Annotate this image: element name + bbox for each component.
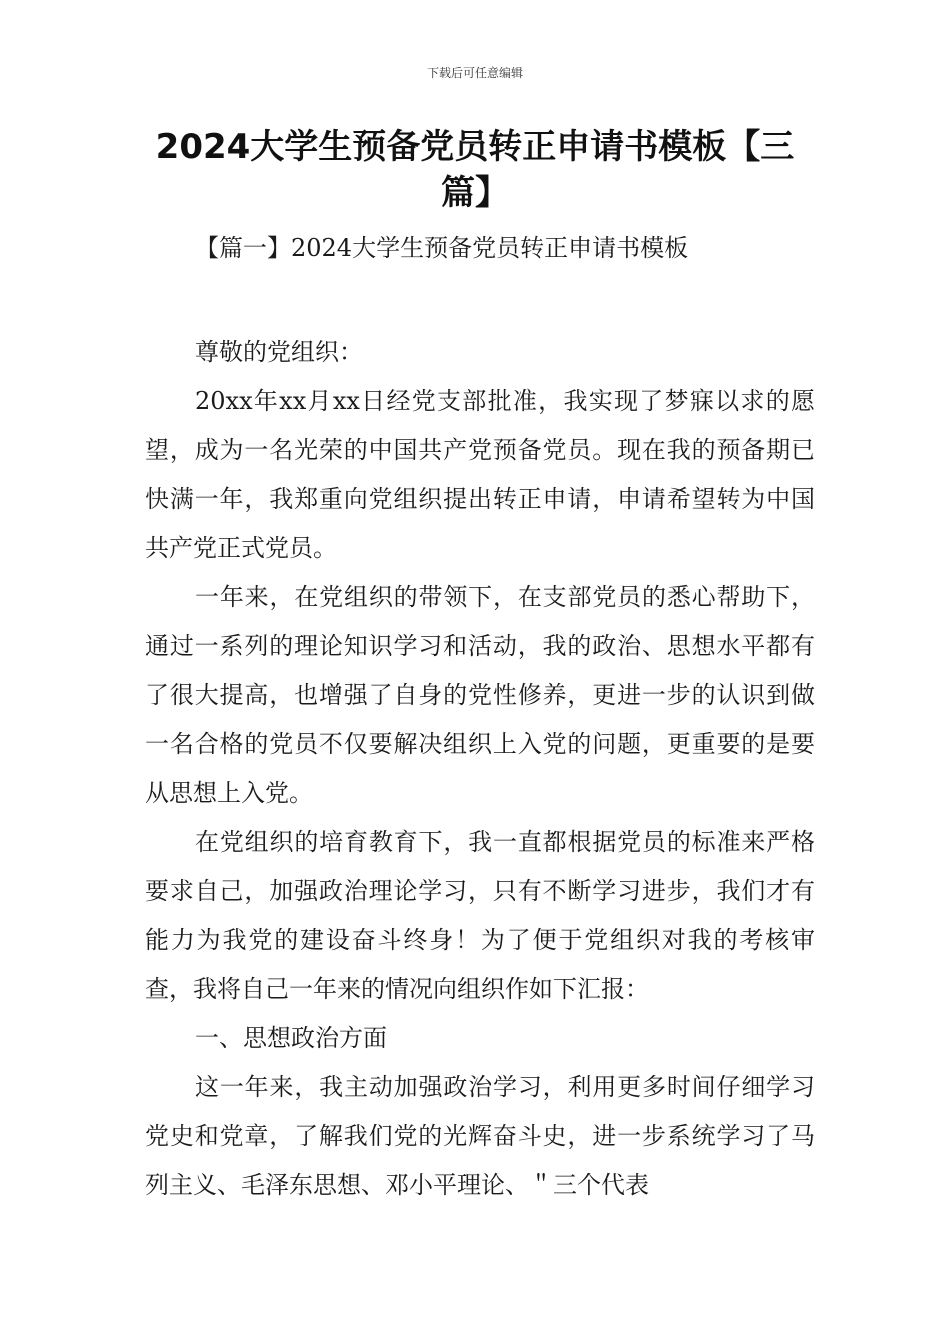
paragraph-4: 这一年来，我主动加强政治学习，利用更多时间仔细学习党史和党章，了解我们党的光辉奋斗史，进一步系统学习了马列主义、毛泽东思想、邓小平理论、＂三个代表 <box>145 1073 815 1199</box>
document-title: 2024大学生预备党员转正申请书模板【三篇】 <box>155 127 795 213</box>
section-subtitle: 【篇一】2024大学生预备党员转正申请书模板 <box>195 234 689 262</box>
paragraph-3: 在党组织的培育教育下，我一直都根据党员的标准来严格要求自己，加强政治理论学习，只有不断学习进步，我们才有能力为我党的建设奋斗终身！为了便于党组织对我的考核审查，我将自己一年来的情况向组织作如下汇报： <box>145 828 815 1003</box>
body-text <box>145 328 815 1210</box>
header-note: 下载后可任意编辑 <box>426 66 523 80</box>
section-heading-ideology: 一、思想政治方面 <box>195 1024 387 1052</box>
paragraph-2: 一年来，在党组织的带领下，在支部党员的悉心帮助下，通过一系列的理论知识学习和活动，我的政治、思想水平都有了很大提高，也增强了自身的党性修养，更进一步的认识到做一名合格的党员不仅要解决组织上入党的问题，更重要的是要从思想上入党。 <box>145 583 815 807</box>
salutation: 尊敬的党组织： <box>195 338 363 366</box>
paragraph-1: 20xx年xx月xx日经党支部批准，我实现了梦寐以求的愿望，成为一名光荣的中国共产党预备党员。现在我的预备期已快满一年，我郑重向党组织提出转正申请，申请希望转为中国共产党正式党员。 <box>145 387 815 562</box>
